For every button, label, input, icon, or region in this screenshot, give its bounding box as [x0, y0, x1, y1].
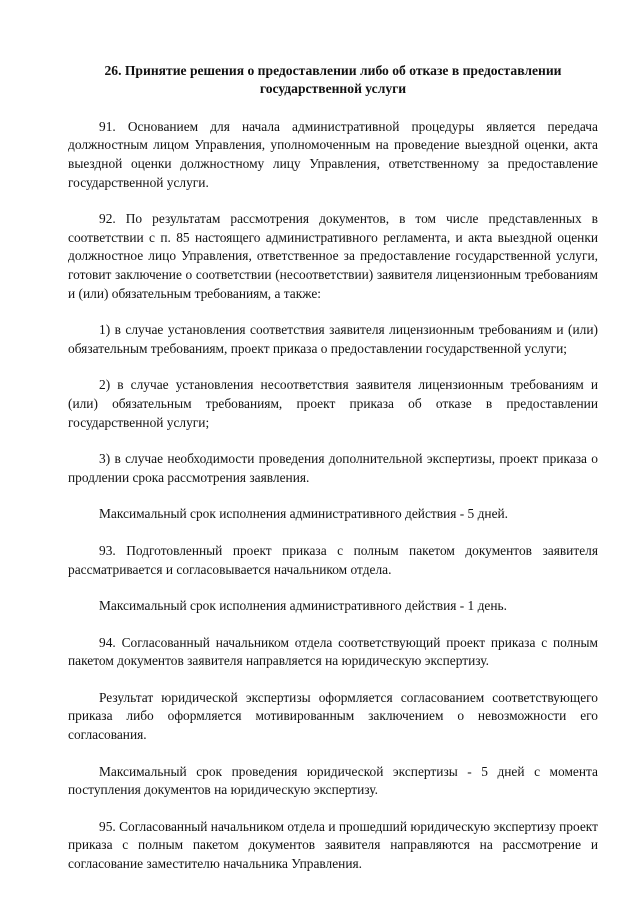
paragraph-95: 95. Согласованный начальником отдела и прошедший юридическую экспертизу проект приказа с полным пакетом документов заявителя направляются на рассмотрение и согласование заместителю начальника Управления. [68, 818, 598, 872]
paragraph-92-item-3: 3) в случае необходимости проведения дополнительной экспертизы, проект приказа о продлении срока рассмотрения заявления. [68, 451, 598, 485]
paragraph-max-term-5-days: Максимальный срок исполнения административного действия - 5 дней. [99, 506, 509, 522]
paragraph-93: 93. Подготовленный проект приказа с полным пакетом документов заявителя рассматривается и согласовывается начальником отдела. [68, 542, 598, 577]
document-body [68, 62, 598, 892]
paragraph-91: 91. Основанием для начала административной процедуры является передача должностным лицом Управления, уполномоченным на проведение выездной оценки, акта выездной оценки должностному лицу Управления, ответственному за предоставление государственной услуги. [68, 118, 598, 190]
paragraph-92-item-2: 2) в случае установления несоответствия заявителя лицензионным требованиям и (или) обязательным требованиям, проект приказа об отказе в предоставлении государственной услуги; [68, 377, 598, 430]
paragraph-expertise-result: Результат юридической экспертизы оформляется согласованием соответствующего приказа либо оформляется мотивированным заключением о невозможности его согласования. [68, 689, 598, 743]
paragraph-92: 92. По результатам рассмотрения документов, в том числе представленных в соответствии с п. 85 настоящего административного регламента, и акта выездной оценки должностное лицо Управления, ответственное за предоставление государственной услуги, готовит заключение о соответствии (несоответствии) заявителя лицензионным требованиям и (или) обязательным требованиям, а также: [68, 211, 598, 301]
paragraph-92-item-1: 1) в случае установления соответствия заявителя лицензионным требованиям и (или) обязательным требованиям, проект приказа о предоставлении государственной услуги; [68, 322, 598, 356]
paragraph-expertise-term: Максимальный срок проведения юридической экспертизы - 5 дней с момента поступления документов на юридическую экспертизу. [68, 763, 598, 798]
paragraph-94: 94. Согласованный начальником отдела соответствующий проект приказа с полным пакетом документов заявителя направляется на юридическую экспертизу. [68, 634, 598, 669]
section-heading: 26. Принятие решения о предоставлении либо об отказе в предоставлении государственной услуги [104, 63, 562, 97]
paragraph-max-term-1-day: Максимальный срок исполнения административного действия - 1 день. [99, 598, 507, 614]
